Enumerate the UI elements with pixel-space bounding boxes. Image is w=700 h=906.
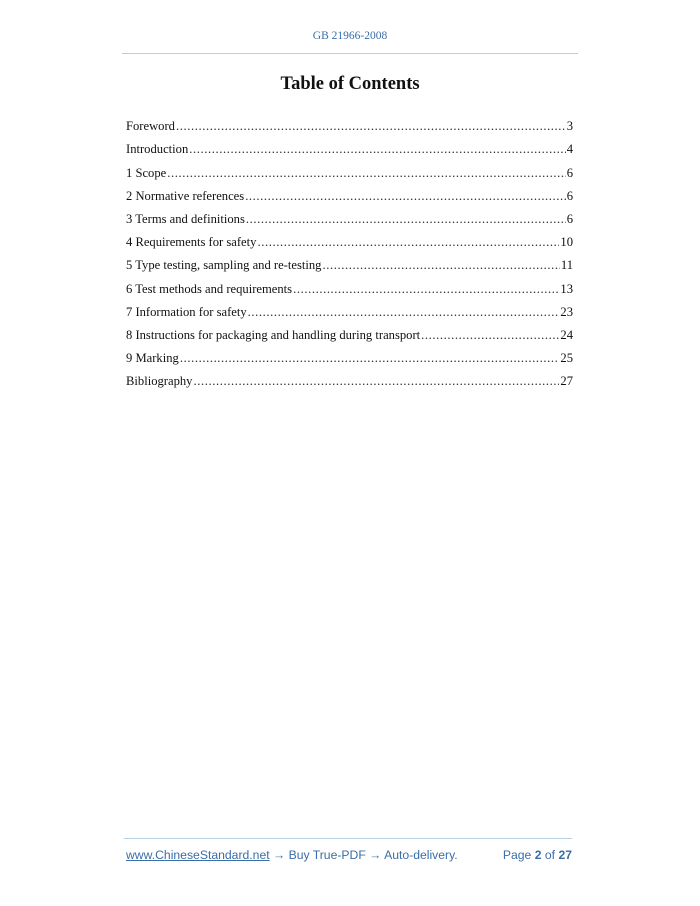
page-total: 27 — [558, 848, 572, 862]
page-of-word: of — [544, 848, 556, 862]
toc-entry-requirements-safety[interactable] — [126, 226, 573, 249]
toc-entry-label: 2 Normative references — [126, 188, 245, 203]
toc-entry-label: 1 Scope — [126, 165, 167, 180]
toc-entry-test-methods[interactable] — [126, 272, 573, 295]
toc-entry-page: 23 — [560, 304, 573, 319]
toc-entry-page: 10 — [560, 235, 573, 250]
toc-entry-bibliography[interactable] — [126, 365, 573, 388]
page-indicator — [503, 848, 572, 862]
toc-entry-type-testing[interactable] — [126, 249, 573, 272]
footer-divider — [124, 838, 572, 839]
toc-entry-page: 25 — [560, 351, 573, 366]
toc-entry-terms-definitions[interactable] — [126, 203, 573, 226]
toc-entry-page: 4 — [566, 142, 573, 157]
page-current: 2 — [534, 848, 542, 862]
toc-entry-scope[interactable] — [126, 156, 573, 179]
document-id-header: GB 21966-2008 — [312, 30, 388, 42]
page-title: Table of Contents — [280, 74, 420, 94]
header-divider — [122, 53, 578, 54]
toc-leader-dots — [421, 328, 559, 342]
toc-entry-label: 4 Requirements for safety — [126, 235, 257, 250]
toc-entry-label: 5 Type testing, sampling and re-testing — [126, 258, 322, 273]
toc-entry-label: 6 Test methods and requirements — [126, 281, 293, 296]
toc-entry-label: 8 Instructions for packaging and handling during transport — [126, 327, 421, 342]
toc-entry-label: Introduction — [126, 142, 189, 157]
toc-entry-page: 6 — [566, 211, 573, 226]
toc-entry-label: 3 Terms and definitions — [126, 211, 245, 226]
site-link[interactable]: www.ChineseStandard.net — [126, 848, 270, 862]
toc-leader-dots — [257, 235, 559, 249]
toc-leader-dots — [176, 119, 566, 133]
footer-promo — [126, 848, 458, 862]
toc-entry-page: 13 — [560, 281, 573, 296]
page-word: Page — [502, 848, 532, 862]
footer-promo-text: → Buy True-PDF → Auto-delivery. — [269, 848, 458, 862]
toc-entry-normative-references[interactable] — [126, 180, 573, 203]
toc-entry-page: 6 — [566, 165, 573, 180]
page-footer — [126, 848, 572, 862]
toc-leader-dots — [245, 189, 566, 203]
toc-entry-foreword[interactable] — [126, 110, 573, 133]
toc-entry-page: 3 — [566, 119, 573, 134]
toc-entry-label: Foreword — [126, 119, 175, 134]
toc-leader-dots — [246, 212, 566, 226]
toc-leader-dots — [193, 374, 559, 388]
toc-entry-information-safety[interactable] — [126, 296, 573, 319]
toc-entry-packaging-handling[interactable] — [126, 319, 573, 342]
toc-entry-marking[interactable] — [126, 342, 573, 365]
toc-entry-label: 9 Marking — [126, 351, 179, 366]
toc-leader-dots — [167, 166, 565, 180]
table-of-contents — [126, 110, 573, 388]
toc-entry-page: 6 — [566, 188, 573, 203]
toc-entry-page: 24 — [560, 327, 573, 342]
toc-entry-page: 11 — [560, 258, 573, 273]
toc-leader-dots — [293, 282, 559, 296]
toc-entry-label: 7 Information for safety — [126, 304, 247, 319]
toc-leader-dots — [248, 305, 560, 319]
toc-entry-page: 27 — [560, 374, 573, 389]
toc-leader-dots — [322, 258, 559, 272]
toc-entry-label: Bibliography — [126, 374, 193, 389]
toc-entry-introduction[interactable] — [126, 133, 573, 156]
toc-leader-dots — [180, 351, 560, 365]
toc-leader-dots — [189, 142, 565, 156]
